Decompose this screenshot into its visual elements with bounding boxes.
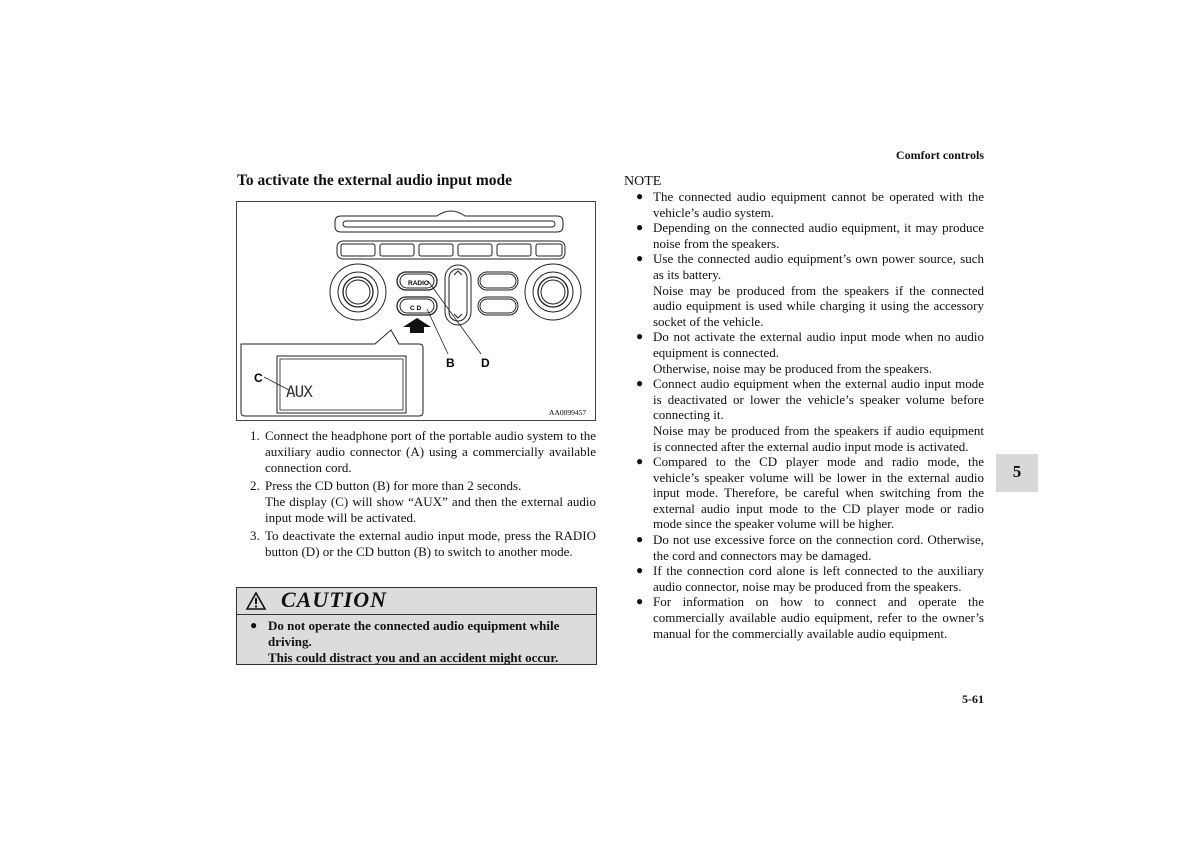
note-extra-text: Otherwise, noise may be produced from the speakers. xyxy=(653,360,933,376)
bullet-icon: ● xyxy=(636,594,644,609)
caution-line: This could distract you and an accident might occur. xyxy=(268,650,559,665)
note-text: If the connection cord alone is left connected to the auxiliary audio connector, noise may be produced from the speakers. xyxy=(653,563,984,594)
step-item xyxy=(236,478,596,526)
label-b: B xyxy=(446,356,455,370)
instruction-steps xyxy=(236,428,596,562)
bullet-icon: ● xyxy=(250,618,258,632)
caution-line: Do not operate the connected audio equipment while driving. xyxy=(268,618,560,649)
step-text: To deactivate the external audio input mode, press the RADIO button (D) or the CD button (B) to switch to another mode. xyxy=(265,528,596,559)
bullet-icon: ● xyxy=(636,329,644,344)
note-item xyxy=(636,329,984,376)
note-item xyxy=(636,563,984,594)
cd-button-label: C D xyxy=(410,305,422,312)
caution-header xyxy=(237,588,596,615)
step-text: Connect the headphone port of the portable audio system to the auxiliary audio connector (A) using a commercially available connection cord. xyxy=(265,428,596,475)
step-item xyxy=(236,428,596,476)
note-item xyxy=(636,251,984,329)
note-list xyxy=(636,189,984,641)
note-text: For information on how to connect and operate the commercially available audio equipment, refer to the owner’s manual for the commercially available audio equipment. xyxy=(653,594,984,641)
step-extra-text: The display (C) will show “AUX” and then the external audio input mode will be activated. xyxy=(265,494,596,525)
note-text: Depending on the connected audio equipment, it may produce noise from the speakers. xyxy=(653,220,984,251)
display-aux-text: AUX xyxy=(286,382,312,401)
chapter-tab-number: 5 xyxy=(1012,462,1022,481)
section-header: Comfort controls xyxy=(895,148,984,162)
bullet-icon: ● xyxy=(636,220,644,235)
note-text: Do not use excessive force on the connection cord. Otherwise, the cord and connectors may be damaged. xyxy=(653,532,984,563)
caution-box xyxy=(236,587,597,665)
note-extra-text: Noise may be produced from the speakers if audio equipment is connected after the external audio input mode is activated. xyxy=(653,422,984,454)
note-text: Compared to the CD player mode and radio mode, the vehicle’s speaker volume will be lower in the external audio input mode. Therefore, be careful when switching from the external audio input mode to the CD player mode or radio mode since the speaker volume will be higher. xyxy=(653,454,984,532)
figure-code: AA0099457 xyxy=(549,408,587,417)
radio-button-diagram xyxy=(397,272,437,290)
note-text: The connected audio equipment cannot be operated with the vehicle’s audio system. xyxy=(653,189,984,220)
note-item xyxy=(636,532,984,563)
note-extra-text: Noise may be produced from the speakers if the connected audio equipment is used while charging it using the accessory socket of the vehicle. xyxy=(653,282,984,329)
bullet-icon: ● xyxy=(636,532,644,547)
note-item xyxy=(636,594,984,641)
bullet-icon: ● xyxy=(636,251,644,266)
bullet-icon: ● xyxy=(636,563,644,578)
label-c: C xyxy=(254,371,263,385)
chapter-tab xyxy=(996,454,1038,492)
warning-triangle-icon xyxy=(246,592,266,615)
step-number: 2. xyxy=(250,478,260,493)
note-label: NOTE xyxy=(624,174,662,189)
radio-button-label: RADIO xyxy=(408,280,429,287)
bullet-icon: ● xyxy=(636,189,644,203)
page-number: 5-61 xyxy=(962,692,984,706)
note-text: Connect audio equipment when the external audio input mode is deactivated or lower the vehicle’s speaker volume before connecting it. xyxy=(653,376,984,423)
bullet-icon: ● xyxy=(636,376,644,391)
step-number: 3. xyxy=(250,528,260,543)
step-text: Press the CD button (B) for more than 2 seconds. xyxy=(265,478,522,493)
label-d: D xyxy=(481,356,490,370)
audio-panel-figure xyxy=(236,201,596,421)
caution-title: CAUTION xyxy=(281,587,388,612)
note-text: Use the connected audio equipment’s own power source, such as its battery. xyxy=(653,251,984,282)
note-item xyxy=(636,189,984,220)
caution-text xyxy=(237,615,596,666)
step-number: 1. xyxy=(250,428,260,443)
note-item xyxy=(636,376,984,454)
note-item xyxy=(636,220,984,251)
bullet-icon: ● xyxy=(636,454,644,469)
cd-button-diagram xyxy=(397,297,437,315)
note-item xyxy=(636,454,984,532)
section-heading: To activate the external audio input mode xyxy=(237,172,512,189)
step-item xyxy=(236,528,596,560)
note-text: Do not activate the external audio input mode when no audio equipment is connected. xyxy=(653,329,984,360)
